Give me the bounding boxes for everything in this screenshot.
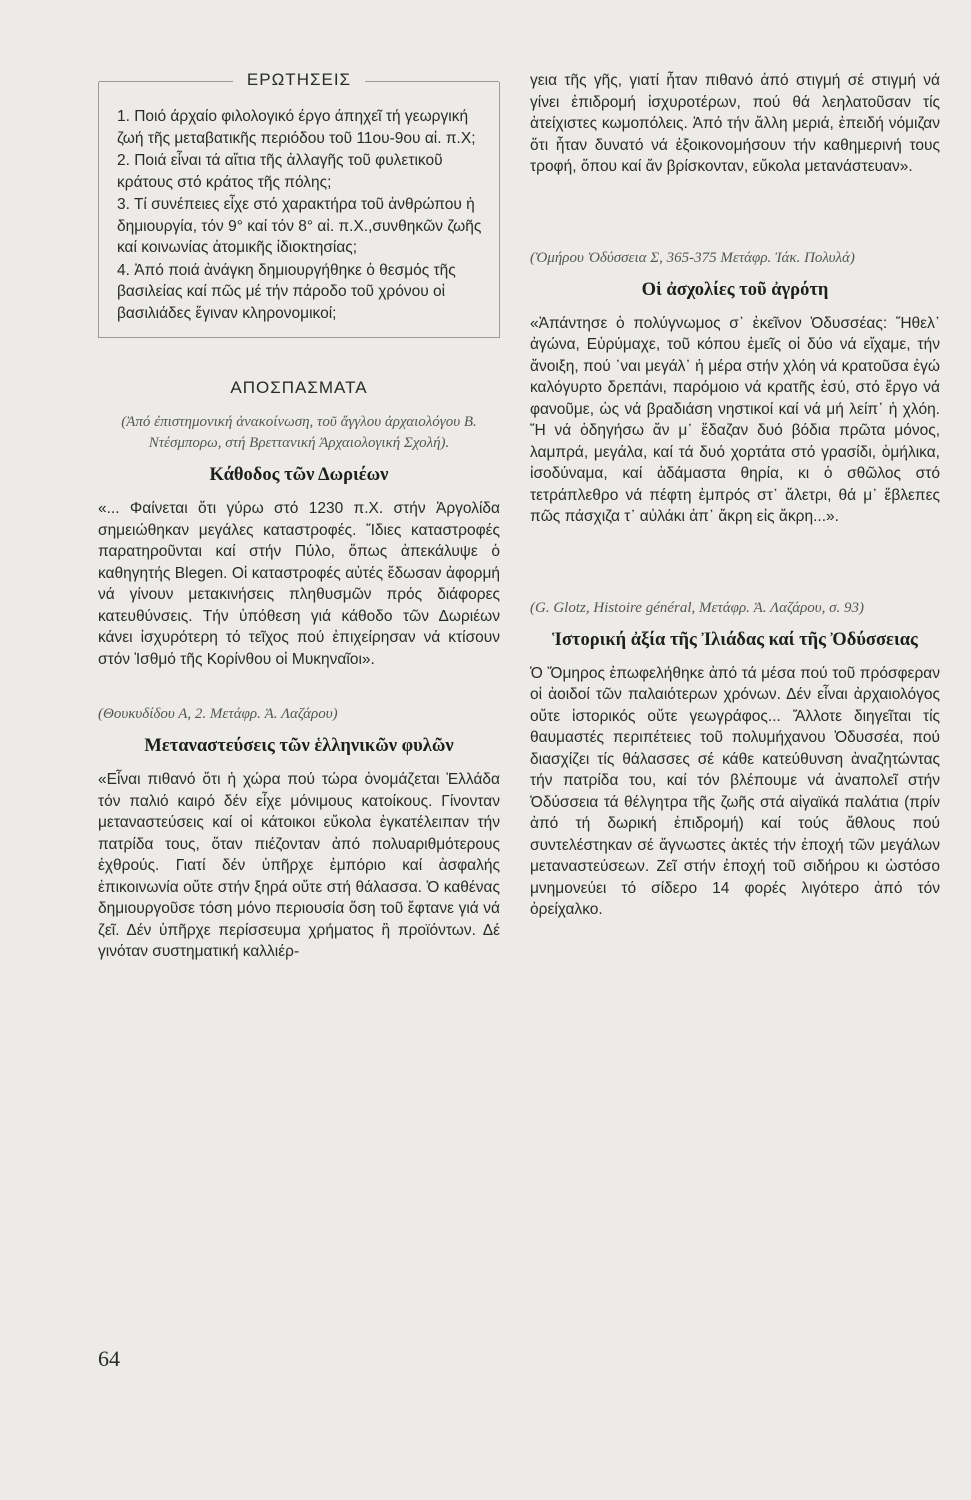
farmer-citation: (G. Glotz, Histoire général, Μετάφρ. Ἀ. Λαζάρου, σ. 93)	[530, 599, 865, 616]
farmer-heading: Οἱ ἀσχολίες τοῦ ἀγρότη	[641, 279, 829, 300]
excerpts-title: ΑΠΟΣΠΑΣΜΑΤΑ	[230, 378, 368, 397]
right-column	[530, 70, 940, 955]
dorians-citation: (Θουκυδίδου Α, 2. Μετάφρ. Ἀ. Λαζάρου)	[98, 706, 338, 722]
migrations-text: «Εἶναι πιθανό ὅτι ἡ χώρα πού τώρα ὀνομάζεται Ἑλλάδα τόν παλιό καιρό δέν εἶχε μόνιμους κατοίκους. Γίνονταν μεταναστεύσεις καί οἱ κάτοικοι εὔκολα ἐγκατέλειπαν τήν πατρίδα τους, ὅταν πιέζονταν ἀπό πολυαριθμότερους ἐχθρούς. Γιατί δέν ὑπῆρχε ἐμπόριο καί ἀσφαλής ἐπικοινωνία οὔτε στήν ξηρά οὔτε στή θάλασσα. Ὁ καθένας δημιουργοῦσε τόση μόνο περιουσία ὅση τοῦ ἔφτανε γιά νά ζεῖ. Δέν ὑπῆρχε περίσσευμα χρήματος ἢ προϊόντων. Δέ γινόταν συστηματική καλλιέρ-	[98, 771, 500, 960]
question-1: 1. Ποιό άρχαίο φιλολογικό έργο άπηχεῖ τή γεωργική ζωή τῆς μεταβατικῆς περιόδου τοῦ 11ου-9ου αἰ. π.Χ;	[117, 108, 476, 147]
iliad-heading: Ἱστορική ἀξία τῆς Ἰλιάδας καί τῆς Ὀδύσσειας	[552, 629, 918, 650]
left-column	[98, 70, 500, 997]
question-4: 4. Ἀπό ποιά ἀνάγκη δημιουργήθηκε ὁ θεσμός τῆς βασιλείας καί πῶς μέ τήν πάροδο τοῦ χρόνου οἱ βασιλιάδες ἔγιναν κληρονομικοί;	[117, 261, 456, 322]
migrations-heading: Μεταναστεύσεις τῶν ἑλληνικῶν φυλῶν	[144, 736, 454, 756]
farmer-text: «Ἀπάντησε ὁ πολύγνωμος σ᾽ ἐκεῖνον Ὀδυσσέας: Ἤθελ᾽ ἀγώνα, Εὐρύμαχε, τοῦ κόπου ἐμεῖς οἱ δύο νά εἴχαμε, τήν ἄνοιξη, πού ᾽ναι μεγάλ᾽ ἡ μέρα στήν χλόη νά κρατοῦσα ἐγώ καλόγυρτο δρεπάνι, παρόμοιο νά κρατῆς ἐσύ, στό ἔργο νά φανοῦμε, ὡς νά βραδιάση νηστικοί καί νά μή λείπ᾽ ἡ χλόη. Ἤ νά ὁδηγήσω ἄν μ᾽ ἔδαζαν δυό βόδια πρῶτα μόνος, λαμπρά, μεγάλα, καί τά δυό χορτάτα στό γρασίδι, ὁμήλικα, ἰσοδύναμα, καί ἀδάμαστα θηρία, κι ὁ σθῶλος στό τετράπλεθρο νά πέφτη ἐμπρός στ᾽ ἄλετρι, θά μ᾽ ἔβλεπες πῶς πάσχιζα τ᾽ αὐλάκι ἀπ᾽ ἄκρη εἰς ἄκρη...».	[530, 314, 940, 525]
excerpts-intro-citation: (Ἀπό ἐπιστημονική ἀνακοίνωση, τοῦ ἄγγλου ἀρχαιολόγου Β. Ντέσμπορω, στή Βρεττανική Ἀρχαιολογική Σχολή).	[121, 414, 477, 451]
dorians-heading: Κάθοδος τῶν Δωριέων	[209, 465, 389, 485]
question-2: 2. Ποιά εἶναι τά αἴτια τῆς ἀλλαγῆς τοῦ φυλετικοῦ κράτους στό κράτος τῆς πόλης;	[117, 152, 443, 191]
question-3: 3. Τί συνέπειες εἶχε στό χαρακτήρα τοῦ ἀνθρώπου ἡ δημιουργία, τόν 9° καί τόν 8° αἰ. π.Χ.,συνθηκῶν ζωῆς καί κοινωνίας ἀτομικῆς ἰδιοκτησίας;	[117, 196, 482, 256]
iliad-text: Ὁ Ὅμηρος ἐπωφελήθηκε ἀπό τά μέσα πού τοῦ πρόσφεραν οἱ ἀοιδοί τῶν παλαιότερων χρόνων. Δέν εἶναι ἀρχαιολόγος οὔτε ἱστορικός οὔτε γεωγράφος... Ἄλλοτε διηγεῖται τίς θαυμαστές περιπέτειες τοῦ πολυμήχανου Ὀδυσσέα, πού διασχίζει τίς θάλασσες σέ κάθε κατεύθυνση ἀναζητώντας τήν πατρίδα του, καί τόν βλέπουμε νά ἀναπολεῖ στήν Ὀδύσσεια τά θέλγητρα τῆς ζωῆς στά αἰγαϊκά παλάτια (πρίν ἀπό τή δωρική ἐπιδρομή) καί τούς ἄθλους πού συντελέστηκαν σέ ἄγνωστες ἀκτές τήν ἐποχή τῶν μεγάλων μεταναστεύσεων. Ζεῖ στήν ἐποχή τοῦ σιδήρου κι ὡστόσο μνημονεύει τό σίδερο 14 φορές λιγότερο ἀπό τόν ὀρείχαλκο.	[530, 664, 940, 918]
migrations-text-continued: γεια τῆς γῆς, γιατί ἦταν πιθανό ἀπό στιγμή σέ στιγμή νά γίνει ἐπιδρομή ἰσχυροτέρων, πού θά λεηλατοῦσαν τίς ἀτείχιστες κωμοπόλεις. Ἀπό τήν ἄλλη μεριά, ἐπειδή νόμιζαν ὅτι ἦταν δυνατό νά ἐξοικονομήσουν τήν καθημερινή τους τροφή, ὅπου καί ἄν βρίσκονταν, εὔκολα μετανάστευαν».	[530, 72, 940, 175]
questions-title-text: ΕΡΩΤΗΣΕΙΣ	[233, 70, 365, 89]
questions-box	[98, 70, 500, 338]
migrations-citation: (Ὁμήρου Ὀδύσσεια Σ, 365-375 Μετάφρ. Ἰάκ. Πολυλά)	[530, 249, 855, 266]
dorians-text: «... Φαίνεται ὅτι γύρω στό 1230 π.Χ. στήν Ἀργολίδα σημειώθηκαν μεγάλες καταστροφές. Ἴδιες καταστροφές παρατηροῦνται καί στήν Πύλο, ὅπως ἀπεκάλυψε ὁ καθηγητής Blegen. Οἱ καταστροφές αὐτές ἔδωσαν ἀφορμή νά γίνουν μετακινήσεις πληθυσμῶν πρός διάφορες κατευθύνσεις. Τήν ὑπόθεση γιά κάθοδο τῶν Δωριέων κάνει ἰσχυρότερη τό τεῖχος πού ἐπιχείρησαν νά κτίσουν στόν Ἰσθμό τῆς Κορίνθου οἱ Μυκηναῖοι».	[98, 500, 500, 668]
page-number: 64	[98, 1346, 120, 1371]
questions-title	[99, 70, 499, 90]
